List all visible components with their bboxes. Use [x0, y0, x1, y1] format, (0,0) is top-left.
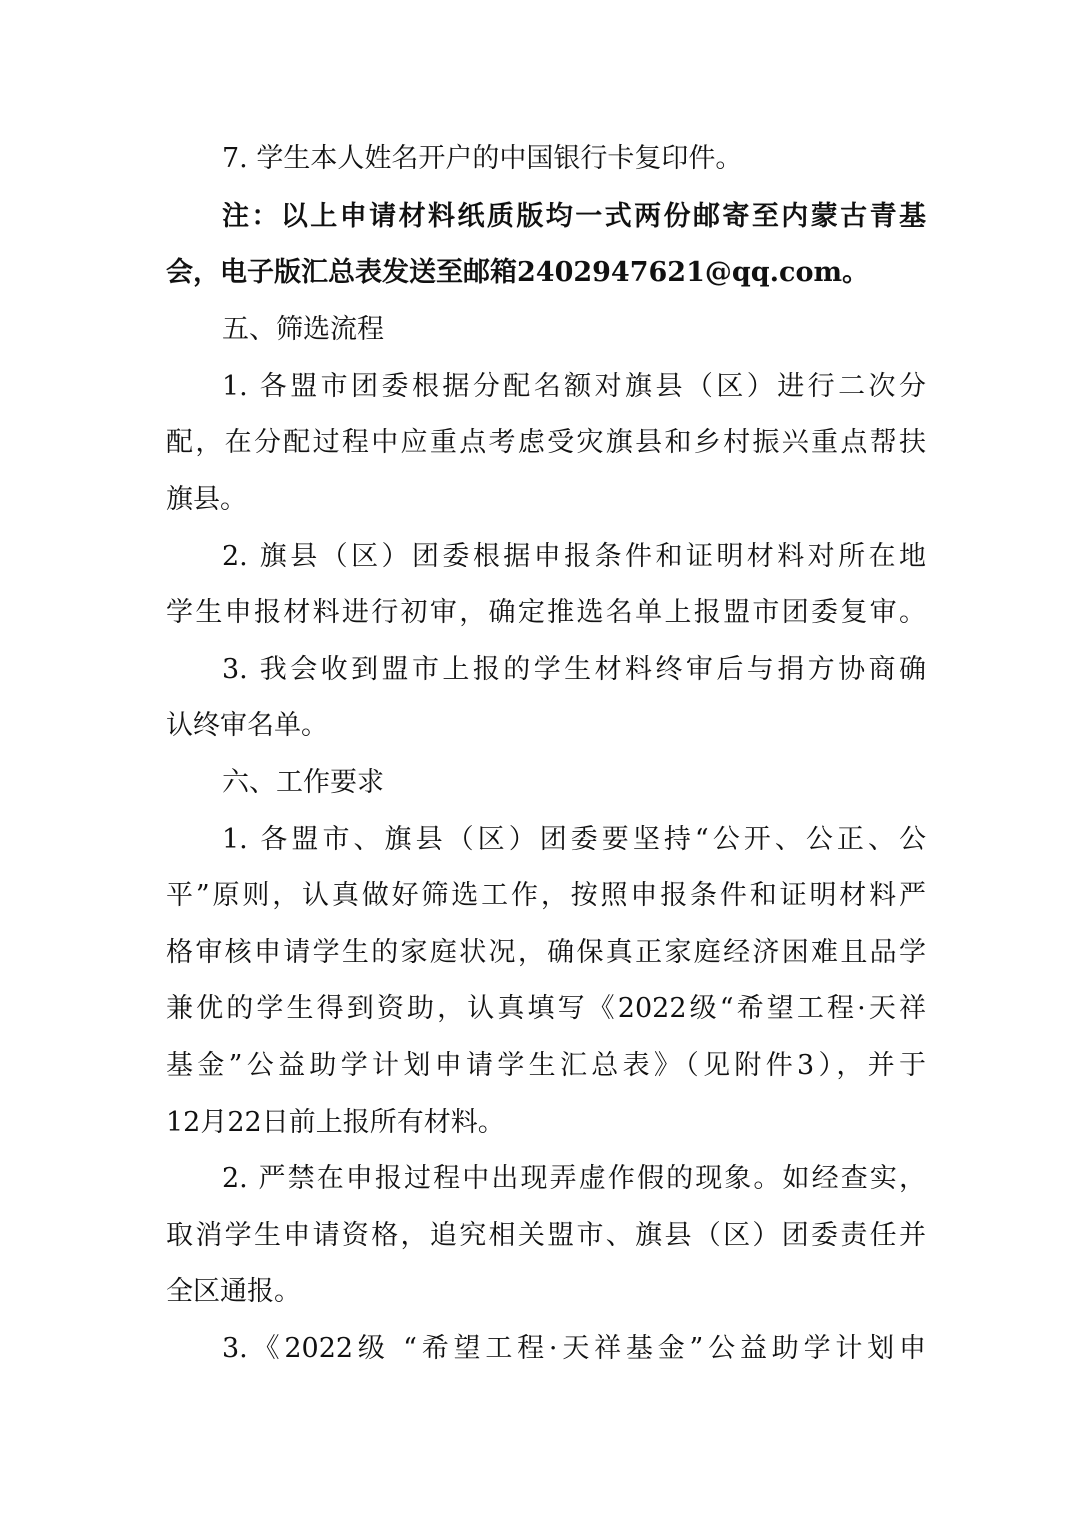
paragraph-line: 配，在分配过程中应重点考虑受灾旗县和乡村振兴重点帮扶	[166, 427, 926, 458]
paragraph-line: 取消学生申请资格，追究相关盟市、旗县（区）团委责任并	[166, 1220, 926, 1251]
note-paragraph-line-1: 注：以上申请材料纸质版均一式两份邮寄至内蒙古青基	[222, 201, 926, 232]
section-heading-screening-process: 五、筛选流程	[222, 314, 384, 345]
paragraph-line: 全区通报。	[166, 1276, 301, 1307]
paragraph-line: 格审核申请学生的家庭状况，确保真正家庭经济困难且品学	[166, 937, 926, 968]
paragraph-line: 2. 严禁在申报过程中出现弄虚作假的现象。如经查实，	[222, 1163, 926, 1194]
paragraph-line: 12月22日前上报所有材料。	[166, 1107, 505, 1138]
paragraph-line: 1. 各盟市、旗县（区）团委要坚持“公开、公正、公	[222, 824, 926, 855]
paragraph-line: 3. 我会收到盟市上报的学生材料终审后与捐方协商确	[222, 654, 926, 685]
paragraph-line: 平”原则，认真做好筛选工作，按照申报条件和证明材料严	[166, 880, 926, 911]
paragraph-line: 3.《2022级 “希望工程·天祥基金”公益助学计划申	[222, 1333, 926, 1364]
paragraph-line: 认终审名单。	[166, 710, 328, 741]
paragraph-line: 基金”公益助学计划申请学生汇总表》（见附件3），并于	[166, 1050, 926, 1081]
paragraph-line: 学生申报材料进行初审，确定推选名单上报盟市团委复审。	[166, 597, 926, 628]
note-paragraph-line-2: 会，电子版汇总表发送至邮箱2402947621@qq.com。	[166, 257, 870, 288]
list-item-material-7: 7. 学生本人姓名开户的中国银行卡复印件。	[222, 143, 743, 174]
paragraph-line: 旗县。	[166, 484, 247, 515]
section-heading-work-requirements: 六、工作要求	[222, 767, 384, 798]
paragraph-line: 1. 各盟市团委根据分配名额对旗县（区）进行二次分	[222, 371, 926, 402]
paragraph-line: 2. 旗县（区）团委根据申报条件和证明材料对所在地	[222, 541, 926, 572]
paragraph-line: 兼优的学生得到资助，认真填写《2022级“希望工程·天祥	[166, 993, 926, 1024]
